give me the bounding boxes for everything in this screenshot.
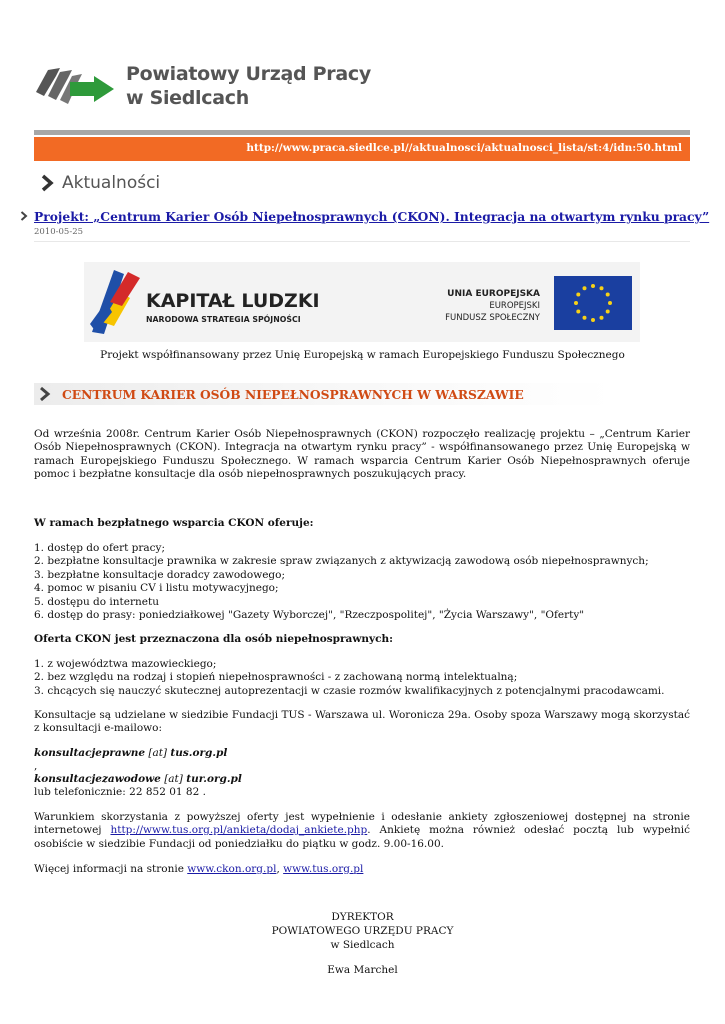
email-career: konsultacjezawodowe [at] tur.org.pl	[34, 773, 242, 785]
banner-right-line1: UNIA EUROPEJSKA	[447, 289, 540, 299]
consult-paragraph: Konsultacje są udzielane w siedzibie Fundacji TUS - Warszawa ul. Woronicza 29a. Osoby spoza Warszawy mogą skorzystać z konsultacji e-mailowo:	[34, 709, 690, 735]
conditions-paragraph: Warunkiem skorzystania z powyższej oferty jest wypełnienie i odesłanie ankiety zgłoszeniowej dostępnej na stronie internetowej http://www.tus.org.pl/ankieta/dodaj_ankiete.php. Ankietę można również odesłać pocztą lub wypełnić osobiście w siedzibie Fundacji od poniedziałku do piątku w godz. 9.00-16.00.	[34, 811, 691, 850]
list-item: 1. z województwa mazowieckiego;	[34, 658, 217, 670]
more-info: Więcej informacji na stronie www.ckon.org.pl, www.tus.org.pl	[34, 863, 364, 875]
eu-star-icon	[591, 318, 595, 322]
eu-star-icon	[583, 286, 587, 290]
list-item: 2. bez względu na rodzaj i stopień niepełnosprawności - z zachowaną normą intelektualną;	[34, 671, 518, 684]
banner-caption: Projekt współfinansowany przez Unię Europejską w ramach Europejskiego Funduszu Społecznego	[100, 349, 625, 361]
org-name-line1: Powiatowy Urząd Pracy	[126, 63, 371, 85]
article-date: 2010-05-25	[34, 227, 84, 237]
tus-link[interactable]: www.tus.org.pl	[283, 863, 364, 875]
survey-link[interactable]: http://www.tus.org.pl/ankieta/dodaj_ankiete.php	[110, 824, 368, 837]
list-item: 4. pomoc w pisaniu CV i listu motywacyjnego;	[34, 582, 279, 595]
offer-heading: W ramach bezpłatnego wsparcia CKON oferuje:	[34, 517, 314, 529]
org-logo	[34, 60, 394, 116]
chevron-right-icon	[40, 173, 54, 193]
ckon-link[interactable]: www.ckon.org.pl	[187, 863, 277, 875]
page-url: http://www.praca.siedlce.pl//aktualnosci/aktualnosci_lista/st:4/idn:50.html	[246, 142, 682, 154]
banner-left-subtitle: NARODOWA STRATEGIA SPÓJNOŚCI	[146, 315, 301, 324]
list-item: 5. dostępu do internetu	[34, 595, 159, 608]
list-item: 1. dostęp do ofert pracy;	[34, 542, 166, 554]
section-title	[40, 170, 160, 196]
eu-star-icon	[600, 286, 604, 290]
offer-list	[34, 542, 690, 622]
eu-flag-icon	[554, 276, 632, 330]
eu-funding-banner	[84, 262, 640, 342]
signature-city: w Siedlcach	[330, 939, 395, 951]
bullet-arrow-icon	[20, 211, 28, 221]
separator	[34, 241, 690, 242]
banner-right-line3: FUNDUSZ SPOŁECZNY	[445, 313, 540, 323]
section-title-text: Aktualności	[62, 173, 161, 193]
eu-star-icon	[583, 316, 587, 320]
list-item: 3. chcących się nauczyć skutecznej autoprezentacji w czasie rozmów kwalifikacyjnych z potencjalnymi pracodawcami.	[34, 684, 665, 697]
header-divider	[34, 130, 690, 135]
ckon-heading-text: CENTRUM KARIER OSÓB NIEPEŁNOSPRAWNYCH W WARSZAWIE	[62, 387, 524, 402]
eu-star-icon	[576, 310, 580, 314]
intro-paragraph: Od września 2008r. Centrum Karier Osób Niepełnosprawnych (CKON) rozpoczęło realizację projektu – „Centrum Karier Osób Niepełnosprawnych (CKON). Integracja na otwartym rynku pracy” - współfinansowanego przez Unię Europejską w ramach Europejskiego Funduszu Społecznego. W ramach wsparcia Centrum Karier Osób Niepełnosprawnych oferuje pomoc i bezpłatne konsultacje dla osób niepełnosprawnych poszukujących pracy.	[34, 428, 690, 481]
eu-star-icon	[608, 301, 612, 305]
signature-office: POWIATOWEGO URZĘDU PRACY	[271, 925, 454, 937]
signature-name: Ewa Marchel	[327, 964, 398, 976]
email-separator: ,	[34, 760, 38, 772]
chevron-right-icon	[38, 386, 52, 402]
eu-star-icon	[600, 316, 604, 320]
handshake-logo-icon	[34, 62, 116, 106]
eu-star-icon	[576, 293, 580, 297]
eu-star-icon	[606, 310, 610, 314]
org-name-line2: w Siedlcach	[126, 87, 249, 109]
article-title-link[interactable]: Projekt: „Centrum Karier Osób Niepełnosprawnych (CKON). Integracja na otwartym rynku pracy”	[34, 209, 710, 224]
target-list	[34, 658, 690, 698]
eu-star-icon	[606, 293, 610, 297]
url-bar	[34, 137, 690, 161]
eu-star-icon	[574, 301, 578, 305]
ckon-heading	[34, 383, 690, 405]
target-heading: Oferta CKON jest przeznaczona dla osób niepełnosprawnych:	[34, 633, 394, 645]
phone-text: lub telefonicznie: 22 852 01 82 .	[34, 786, 206, 798]
signature-title: DYREKTOR	[331, 911, 394, 923]
list-item: 3. bezpłatne konsultacje doradcy zawodowego;	[34, 568, 285, 581]
banner-left-title: KAPITAŁ LUDZKI	[146, 290, 320, 312]
banner-right-line2: EUROPEJSKI	[489, 301, 540, 311]
list-item: 2. bezpłatne konsultacje prawnika w zakresie spraw związanych z aktywizacją zawodową osób niepełnosprawnych;	[34, 555, 649, 568]
eu-star-icon	[591, 284, 595, 288]
list-item: 6. dostęp do prasy: poniedziałkowej "Gazety Wyborczej", "Rzeczpospolitej", "Życia Warszawy", "Oferty"	[34, 609, 585, 622]
email-legal: konsultacjeprawne [at] tus.org.pl	[34, 747, 228, 759]
